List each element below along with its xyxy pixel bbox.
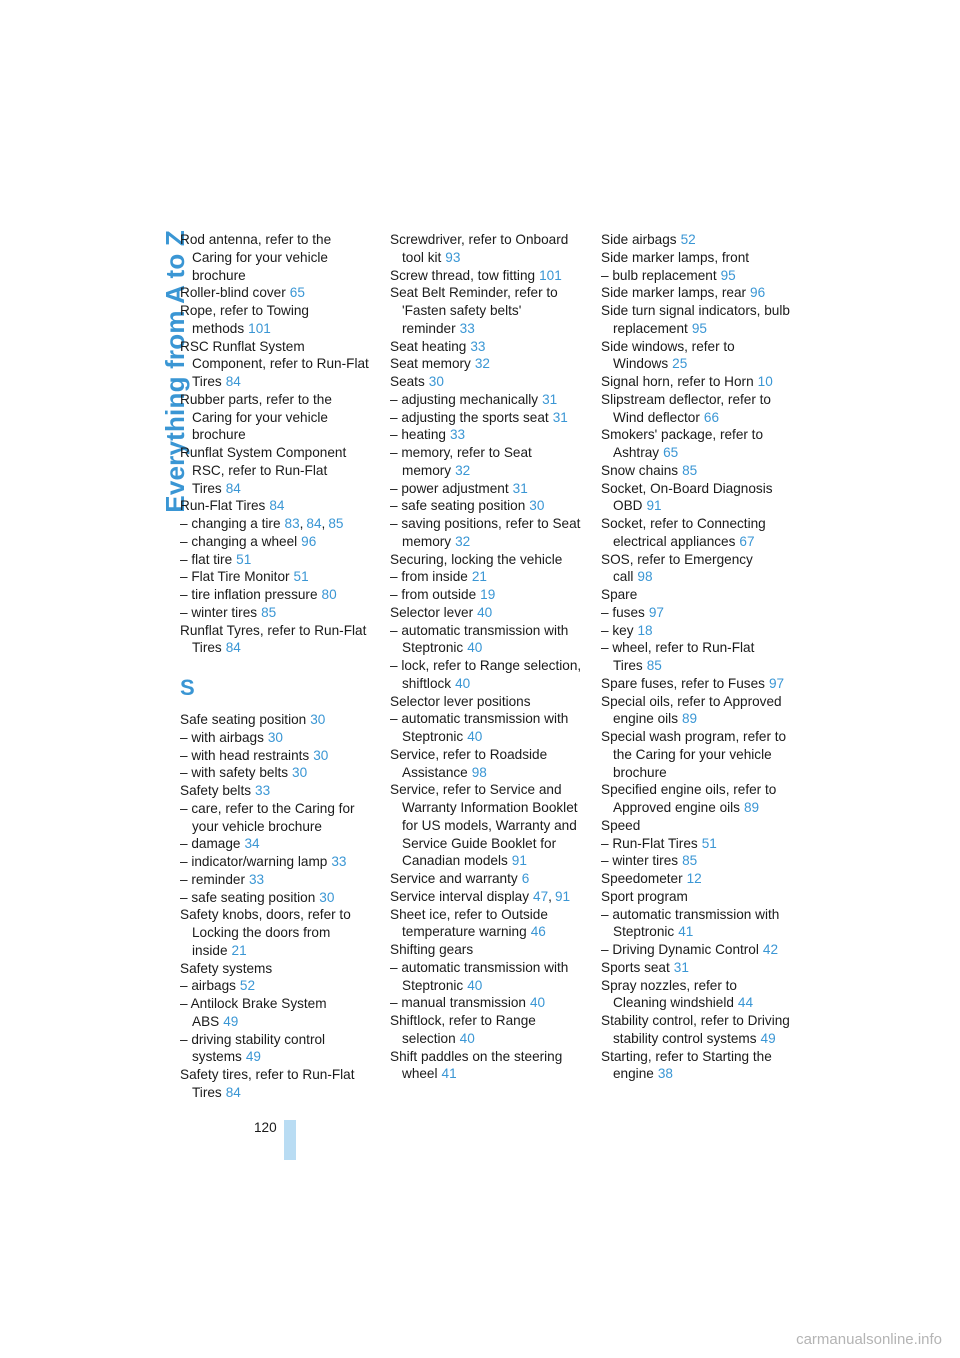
index-entry-text: – changing a wheel (180, 533, 298, 549)
index-entry (180, 533, 370, 551)
page-reference-link[interactable]: 21 (471, 569, 487, 585)
index-entry (601, 728, 793, 781)
page-reference-link[interactable]: 84 (225, 1084, 241, 1100)
index-entry (390, 746, 582, 782)
index-entry (390, 622, 582, 658)
page-reference-link[interactable]: 52 (239, 978, 256, 994)
index-entry (390, 693, 582, 711)
page-reference-link[interactable]: 89 (682, 711, 698, 727)
index-entry (390, 391, 582, 409)
index-entry (601, 870, 793, 888)
index-entry-text: Stability control, refer to Driving stability control systems (601, 1013, 790, 1046)
page-reference-link[interactable]: 30 (310, 712, 326, 727)
index-column-3 (601, 231, 793, 1083)
index-entry-text: Side marker lamps, front (601, 249, 750, 265)
index-entry (180, 977, 370, 995)
index-entry: – changing a tire 83, 84, 85 (180, 516, 344, 531)
index-entry-text: – automatic transmission with Steptronic (390, 959, 569, 993)
page-reference-link[interactable]: 31 (542, 391, 558, 407)
index-entry-text: – heating (390, 427, 446, 443)
index-entry (180, 391, 370, 444)
page-reference-link[interactable]: 33 (459, 320, 475, 336)
index-entry-text: – tire inflation pressure (180, 587, 318, 602)
index-entry-text: – saving positions, refer to Seat memory (390, 516, 581, 549)
index-entry-text: – Antilock Brake System ABS (180, 996, 327, 1029)
page-reference-link[interactable]: 30 (428, 374, 444, 389)
index-entry (601, 622, 793, 640)
index-entry-text: Runflat Tyres, refer to Run-Flat Tires (180, 622, 367, 656)
page-reference-link[interactable]: 42 (762, 942, 779, 957)
index-entry (601, 267, 793, 285)
index-entry (601, 249, 793, 267)
index-entry (601, 906, 793, 942)
page-reference-link[interactable]: 49 (223, 1013, 239, 1029)
index-entry-text: – airbags (180, 978, 236, 994)
index-entry (601, 586, 793, 604)
index-entry (601, 338, 793, 374)
index-entry (601, 835, 793, 853)
index-entry-text: – power adjustment (390, 480, 509, 496)
page-reference-link[interactable]: 93 (445, 249, 461, 265)
index-entry (390, 480, 582, 498)
index-entry (180, 1066, 370, 1102)
index-entry-text: – winter tires (180, 604, 258, 620)
page-reference-link[interactable]: 34 (244, 836, 260, 852)
index-entry-text: – Run-Flat Tires (601, 835, 698, 851)
index-entry (601, 391, 793, 427)
index-entry-text: – safe seating position (180, 889, 316, 905)
page-reference-link[interactable]: 33 (255, 783, 271, 798)
page-reference-link[interactable]: 33 (248, 871, 265, 887)
index-entry (390, 284, 582, 337)
page-reference-link[interactable]: 84 (269, 498, 285, 514)
index-entry (180, 906, 370, 959)
index-entry (180, 747, 370, 765)
index-entry-text: – indicator/warning lamp (180, 854, 328, 869)
index-entry-text: Side windows, refer to Windows (601, 338, 735, 372)
index-entry (390, 1048, 582, 1084)
index-entry (180, 551, 370, 569)
index-entry-text: – driving stability control systems (180, 1031, 326, 1065)
index-entry (180, 622, 370, 658)
page-reference-link[interactable]: 31 (673, 959, 689, 975)
page-reference-link[interactable]: 85 (261, 604, 277, 620)
index-entry (180, 497, 370, 515)
index-entry-text: – lock, refer to Range selection, shiftlock (390, 658, 582, 691)
index-entry-text: – flat tire (180, 551, 233, 567)
index-entry-text: – bulb replacement (601, 267, 717, 283)
index-entry (601, 781, 793, 817)
page-reference-link[interactable]: 40 (455, 675, 471, 691)
side-section-title: Everything from A to Z (160, 230, 190, 513)
index-entry-text: Starting, refer to Starting the engine (601, 1048, 772, 1082)
index-entry (601, 639, 793, 675)
index-entry (180, 782, 370, 800)
index-entry-text: – with head restraints (180, 747, 310, 763)
page-reference-link[interactable]: 85 (682, 462, 698, 478)
index-entry-text: Shift paddles on the steering wheel (390, 1048, 563, 1082)
index-entry-text: Screwdriver, refer to Onboard tool kit (390, 232, 569, 265)
index-entry-text: Smokers' package, refer to Ashtray (601, 427, 764, 460)
watermark: carmanualsonline.info (796, 1331, 942, 1348)
index-entry-text: Rubber parts, refer to the Caring for your vehicle brochure (180, 391, 332, 443)
index-entry (390, 426, 582, 444)
page-reference-link[interactable]: 51 (701, 835, 717, 851)
page-reference-link[interactable]: 10 (757, 374, 773, 389)
index-entry (390, 373, 582, 391)
index-entry-text: Shiftlock, refer to Range selection (390, 1013, 536, 1046)
index-entry (390, 657, 582, 693)
page-reference-link[interactable]: 52 (680, 232, 696, 247)
index-entry (180, 800, 370, 836)
page-reference-link[interactable]: 85 (328, 516, 344, 531)
index-entry (601, 604, 793, 622)
page-reference-link[interactable]: 6 (521, 871, 530, 886)
index-entry-text: – wheel, refer to Run-Flat Tires (601, 640, 755, 673)
index-entry-text: – memory, refer to Seat memory (390, 445, 532, 478)
page-reference-link[interactable]: 101 (539, 267, 562, 283)
index-entry (601, 675, 793, 693)
page-reference-link[interactable]: 97 (648, 604, 664, 620)
page-reference-link[interactable]: 85 (646, 658, 662, 673)
index-entry (390, 231, 582, 267)
index-entry-text: Seats (390, 374, 425, 389)
index-entry (390, 267, 582, 285)
page-reference-link[interactable]: 84 (306, 516, 322, 531)
index-entry-text: – key (601, 622, 634, 638)
index-entry (390, 710, 582, 746)
page-reference-link[interactable]: 96 (301, 533, 317, 549)
page-reference-link[interactable]: 44 (737, 995, 754, 1011)
index-entry-text: – Driving Dynamic Control (601, 942, 759, 957)
page-reference-link[interactable]: 31 (552, 409, 568, 425)
page-reference-link[interactable]: 38 (657, 1066, 673, 1082)
index-entry-text: Rope, refer to Towing methods (180, 303, 309, 336)
index-entry-text: – safe seating position (390, 498, 526, 514)
page-reference-link[interactable]: 89 (743, 800, 760, 815)
index-entry-text: Screw thread, tow fitting (390, 267, 536, 283)
index-entry (601, 284, 793, 302)
index-entry (180, 711, 370, 729)
index-entry-text: – reminder (180, 871, 245, 887)
index-entry (390, 870, 582, 888)
page-reference-link[interactable]: 41 (678, 924, 694, 940)
page-reference-link[interactable]: 40 (467, 977, 483, 993)
index-entry-text: Snow chains (601, 462, 679, 478)
page-reference-link[interactable]: 97 (768, 675, 785, 691)
index-entry (390, 551, 582, 569)
index-entry-text: – from inside (390, 569, 468, 585)
index-entry-text: Sheet ice, refer to Outside temperature warning (390, 906, 548, 940)
index-entry-text: Side turn signal indicators, bulb replacement (601, 303, 790, 336)
index-entry-text: Service interval display (390, 888, 530, 904)
page-reference-link[interactable]: 40 (467, 729, 483, 744)
index-entry (180, 338, 370, 391)
index-entry-text: – automatic transmission with Steptronic (390, 622, 569, 656)
index-entry (601, 977, 793, 1013)
page-reference-link[interactable]: 96 (750, 285, 766, 301)
page-reference-link[interactable]: 67 (739, 533, 755, 549)
index-entry (601, 852, 793, 870)
page-reference-link[interactable]: 85 (682, 853, 698, 869)
page-reference-link[interactable]: 30 (529, 498, 545, 514)
index-entry-text: – manual transmission (390, 995, 526, 1011)
page-reference-link[interactable]: 12 (686, 871, 702, 886)
index-entry-text: Socket, On-Board Diagnosis OBD (601, 480, 773, 514)
page-reference-link[interactable]: 30 (313, 747, 329, 763)
page-reference-link[interactable]: 98 (471, 764, 487, 780)
page-reference-link[interactable]: 30 (292, 765, 308, 781)
index-entry (390, 444, 582, 480)
index-entry-text: Service, refer to Service and Warranty Information Booklet for US models, Warranty and Service Guide Booklet for Canadian models (390, 782, 578, 869)
index-entry (180, 568, 370, 586)
index-entry-text: – care, refer to the Caring for your vehicle brochure (180, 800, 355, 834)
page-reference-link[interactable]: 32 (474, 356, 490, 372)
index-entry-text: RSC Runflat System Component, refer to Run-Flat Tires (180, 338, 369, 389)
index-entry (601, 462, 793, 480)
index-entry (601, 373, 793, 391)
page-reference-link[interactable]: 65 (663, 445, 679, 460)
index-entry (180, 302, 370, 338)
index-entry (390, 586, 582, 604)
index-entry-text: – changing a tire (180, 516, 281, 531)
page-reference-link[interactable]: 46 (530, 924, 546, 940)
index-entry-text: Specified engine oils, refer to Approved engine oils (601, 782, 777, 815)
index-entry (601, 817, 793, 835)
page-reference-link[interactable]: 95 (720, 267, 736, 283)
index-entry-text: Socket, refer to Connecting electrical appliances (601, 516, 766, 549)
index-entry (180, 889, 370, 907)
index-entry (180, 835, 370, 853)
page-reference-link[interactable]: 40 (530, 995, 546, 1011)
index-entry (180, 604, 370, 622)
index-entry-text: – Flat Tire Monitor (180, 569, 290, 585)
index-entry (180, 960, 370, 978)
index-entry (601, 551, 793, 587)
index-entry (180, 995, 370, 1031)
page-reference-link[interactable]: 47 (533, 888, 549, 904)
section-letter: S (180, 675, 195, 700)
index-entry (390, 1012, 582, 1048)
page-marker-bar (284, 1120, 296, 1160)
page-reference-link[interactable]: 98 (637, 569, 653, 585)
index-entry-text: Runflat System Component RSC, refer to Run-Flat Tires (180, 445, 347, 496)
page-reference-link[interactable]: 51 (293, 569, 309, 585)
index-entry-text: – winter tires (601, 853, 679, 869)
index-entry-text: Sports seat (601, 959, 670, 975)
index-entry-text: Safe seating position (180, 712, 307, 727)
index-entry (390, 338, 582, 356)
page-reference-link[interactable]: 19 (480, 587, 496, 602)
page-reference-link[interactable]: 30 (319, 889, 335, 905)
page-reference-link[interactable]: 21 (231, 942, 247, 958)
page-reference-link[interactable]: 51 (236, 551, 252, 567)
index-entry (390, 515, 582, 551)
index-entry-text: – fuses (601, 604, 645, 620)
index-entry-text: – automatic transmission with Steptronic (601, 906, 780, 940)
page-reference-link[interactable]: 32 (455, 462, 471, 478)
index-entry-text: Service and warranty (390, 871, 518, 886)
index-entry (601, 1048, 793, 1084)
index-entry (601, 426, 793, 462)
index-entry-text: Safety belts (180, 783, 252, 798)
index-entry-text: – damage (180, 836, 241, 852)
index-entry (390, 568, 582, 586)
page-reference-link[interactable]: 91 (511, 853, 527, 869)
index-entry-text: Side airbags (601, 232, 677, 247)
index-entry (390, 604, 582, 622)
index-entry-text: Slipstream deflector, refer to Wind deflector (601, 391, 771, 425)
page-reference-link[interactable]: 31 (512, 480, 528, 496)
index-entry (601, 515, 793, 551)
page-reference-link[interactable]: 41 (441, 1066, 457, 1082)
index-entry (601, 302, 793, 338)
page-reference-link[interactable]: 33 (470, 338, 486, 354)
page-reference-link[interactable]: 101 (248, 320, 271, 336)
page-reference-link[interactable]: 80 (321, 587, 337, 602)
index-entry (180, 853, 370, 871)
index-entry-text: – adjusting the sports seat (390, 409, 549, 425)
page-reference-link[interactable]: 33 (331, 854, 347, 869)
index-entry-text: Selector lever positions (390, 693, 531, 709)
index-entry-text: Safety tires, refer to Run-Flat Tires (180, 1067, 355, 1100)
page-reference-link[interactable]: 33 (449, 427, 466, 443)
index-entry-text: Seat memory (390, 356, 471, 372)
page-reference-link[interactable]: 18 (637, 622, 653, 638)
index-entry (180, 586, 370, 604)
page-reference-link[interactable]: 65 (289, 285, 305, 301)
index-entry-text: Sport program (601, 888, 688, 904)
index-entry (390, 355, 582, 373)
index-entry-text: – from outside (390, 587, 477, 602)
index-entry-text: Selector lever (390, 604, 474, 620)
page-reference-link[interactable]: 40 (459, 1030, 475, 1046)
index-entry-text: – with safety belts (180, 765, 289, 781)
index-entry (180, 764, 370, 782)
index-entry-text: Rod antenna, refer to the Caring for your vehicle brochure (180, 232, 332, 283)
index-entry (601, 888, 793, 906)
page-reference-link[interactable]: 32 (455, 533, 471, 549)
index-entry-text: Side marker lamps, rear (601, 285, 747, 301)
page-reference-link[interactable]: 40 (477, 604, 493, 620)
index-entry-text: – automatic transmission with Steptronic (390, 711, 569, 744)
page-reference-link[interactable]: 49 (245, 1049, 261, 1065)
index-entry-text: Seat Belt Reminder, refer to 'Fasten safety belts' reminder (390, 285, 558, 336)
index-entry (180, 871, 370, 889)
page-reference-link[interactable]: 25 (672, 356, 688, 372)
index-entry (180, 231, 370, 284)
page-reference-link[interactable]: 91 (646, 498, 662, 514)
page-reference-link[interactable]: 84 (225, 480, 241, 496)
index-entry (601, 480, 793, 516)
index-entry (390, 409, 582, 427)
index-entry-text: Speed (601, 817, 641, 833)
page-reference-link[interactable]: 49 (760, 1030, 776, 1046)
index-entry-text: Signal horn, refer to Horn (601, 374, 754, 389)
index-entry (180, 1031, 370, 1067)
index-entry (390, 497, 582, 515)
index-entry-text: Special oils, refer to Approved engine oils (601, 693, 782, 727)
index-entry (601, 1012, 793, 1048)
page-reference-link[interactable]: 40 (467, 640, 483, 656)
index-entry-text: – adjusting mechanically (390, 391, 539, 407)
index-entry (180, 284, 370, 302)
index-entry-text: Special wash program, refer to the Caring for your vehicle brochure (601, 729, 787, 780)
page-reference-link[interactable]: 83 (284, 516, 300, 531)
page-reference-link[interactable]: 84 (225, 374, 241, 389)
index-entry-text: Spare fuses, refer to Fuses (601, 675, 765, 691)
page-number: 120 (254, 1120, 277, 1135)
index-entry (390, 906, 582, 942)
page-reference-link[interactable]: 66 (703, 409, 720, 425)
index-entry-text: Spare (601, 587, 638, 602)
index-entry (601, 231, 793, 249)
index-entry-text: Seat heating (390, 338, 467, 354)
index-column-1 (180, 231, 370, 1102)
page-reference-link[interactable]: 95 (691, 320, 707, 336)
index-entry-text: Safety systems (180, 960, 273, 976)
index-entry-text: Roller-blind cover (180, 285, 286, 301)
page-reference-link[interactable]: 84 (225, 640, 241, 656)
index-entry-text: Spray nozzles, refer to Cleaning windshield (601, 977, 737, 1011)
index-entry (180, 729, 370, 747)
index-entry-text: Safety knobs, doors, refer to Locking the doors from inside (180, 907, 351, 958)
index-column-2 (390, 231, 582, 1083)
index-entry-text: Securing, locking the vehicle (390, 551, 563, 567)
page-reference-link[interactable]: 30 (267, 729, 283, 745)
index-entry-text: Speedometer (601, 871, 683, 886)
index-entry-text: Service, refer to Roadside Assistance (390, 746, 548, 780)
index-entry (601, 693, 793, 729)
index-entry-text: SOS, refer to Emergency call (601, 551, 753, 585)
index-entry (390, 781, 582, 870)
index-entry-text: Run-Flat Tires (180, 498, 266, 514)
index-entry (390, 994, 582, 1012)
index-entry (390, 941, 582, 959)
index-entry (180, 444, 370, 497)
index-entry (601, 941, 793, 959)
index-entry (601, 959, 793, 977)
page-reference-link[interactable]: 91 (554, 888, 571, 904)
index-entry (390, 959, 582, 995)
index-entry: Service interval display 47, 91 (390, 888, 571, 904)
index-entry-text: – with airbags (180, 729, 264, 745)
index-entry-text: Shifting gears (390, 942, 474, 957)
